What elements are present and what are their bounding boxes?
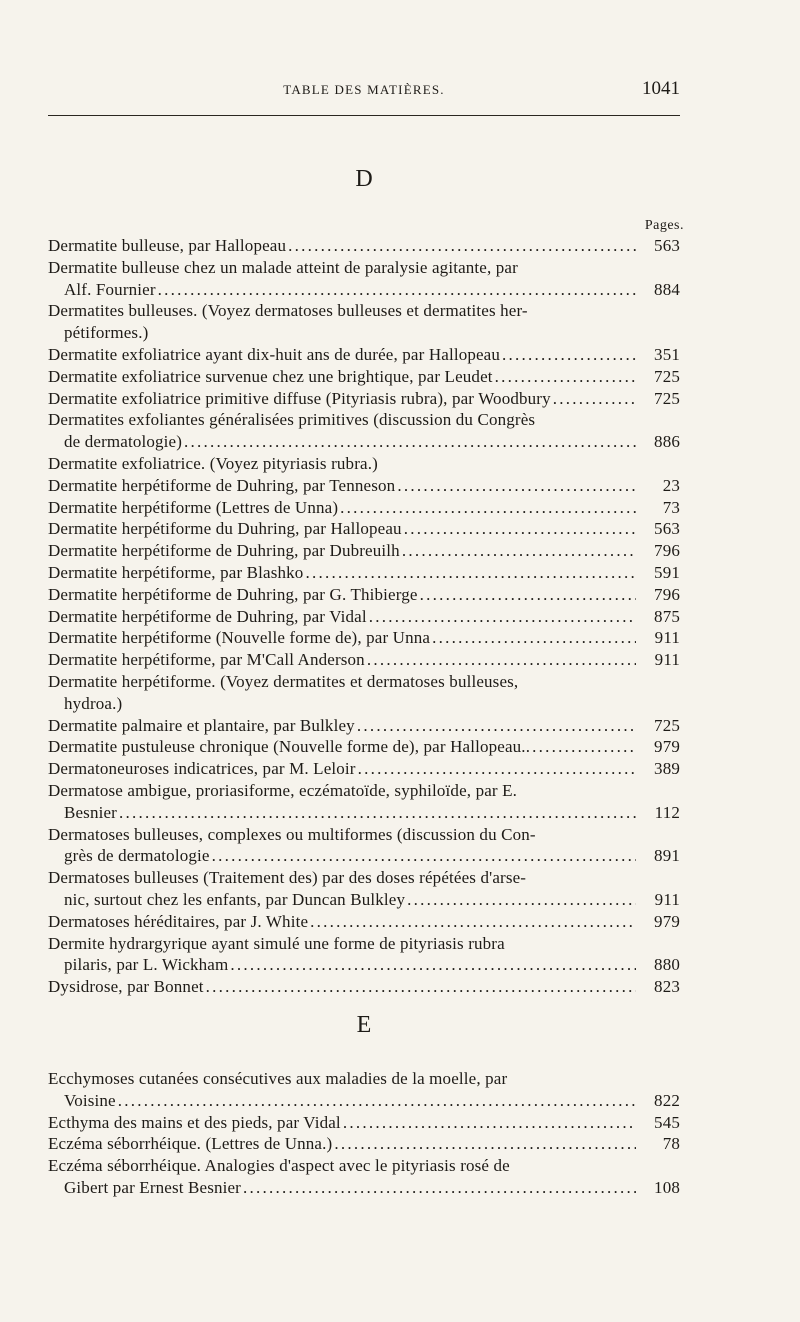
entry-text: Dermatite exfoliatrice. (Voyez pityriasis rubra.)	[48, 453, 378, 473]
entry-text: Gibert par Ernest Besnier	[64, 1177, 241, 1197]
dot-leader	[420, 584, 636, 606]
dot-leader	[184, 431, 636, 453]
entry-title-line	[48, 758, 680, 780]
entry-continuation-line	[48, 802, 680, 824]
entry-title-line	[48, 344, 680, 366]
page-number: 1041	[642, 78, 680, 99]
entry-text: Dermatite exfoliatrice primitive diffuse (Pityriasis rubra), par Woodbury	[48, 388, 551, 408]
index-entry	[48, 780, 680, 824]
entry-text: Dermatites bulleuses. (Voyez dermatoses bulleuses et dermatites her-	[48, 301, 528, 321]
dot-leader	[407, 889, 636, 911]
index-entry	[48, 453, 680, 475]
entry-title-line	[48, 933, 680, 955]
entry-text: Ecthyma des mains et des pieds, par Vidal	[48, 1112, 341, 1132]
entry-title-line	[48, 409, 680, 431]
entry-title-line	[48, 518, 680, 540]
dot-leader	[397, 475, 636, 497]
dot-leader	[230, 954, 636, 976]
entry-text: Dermatites exfoliantes généralisées primitives (discussion du Congrès	[48, 410, 536, 430]
index-entry	[48, 758, 680, 780]
entry-text: pilaris, par L. Wickham	[64, 955, 229, 975]
entry-text: Dermatite herpétiforme de Duhring, par Vidal	[48, 606, 367, 626]
dot-leader	[305, 562, 636, 584]
entry-text: Dermatite herpétiforme de Duhring, par Tenneson	[48, 475, 396, 495]
running-head	[48, 80, 680, 100]
entry-text: Dermatite herpétiforme de Duhring, par G. Thibierge	[48, 584, 418, 604]
entry-text: Eczéma séborrhéique. Analogies d'aspect avec le pityriasis rosé de	[48, 1156, 510, 1176]
entry-title-line	[48, 257, 680, 279]
entry-text: Ecchymoses cutanées consécutives aux maladies de la moelle, par	[48, 1069, 508, 1088]
entry-text: Dermatite herpétiforme (Lettres de Unna)	[48, 497, 339, 517]
entry-text: Dermatite herpétiforme de Duhring, par Dubreuilh	[48, 541, 400, 561]
entry-text: de dermatologie)	[64, 432, 183, 452]
entry-page-number: 563	[654, 519, 680, 539]
entry-page-number: 880	[654, 955, 680, 975]
entry-continuation-line	[48, 693, 680, 715]
entry-text: Dysidrose, par Bonnet	[48, 977, 204, 997]
index-entry	[48, 1068, 680, 1112]
dot-leader	[119, 802, 636, 824]
entry-text: Dermatite bulleuse, par Hallopeau	[48, 236, 287, 255]
entry-text: Dermatite herpétiforme (Nouvelle forme de), par Unna	[48, 628, 431, 648]
entry-title-line	[48, 627, 680, 649]
index-entry	[48, 497, 680, 519]
entry-text: Dermatite herpétiforme, par M'Call Anderson	[48, 650, 365, 670]
entry-continuation-line	[48, 1090, 680, 1112]
index-entry	[48, 671, 680, 715]
index-entry	[48, 300, 680, 344]
entry-page-number: 591	[654, 562, 680, 582]
entry-text: Eczéma séborrhéique. (Lettres de Unna.)	[48, 1134, 333, 1154]
entry-title-line	[48, 671, 680, 693]
index-entry	[48, 518, 680, 540]
entry-page-number: 979	[654, 737, 680, 757]
index-entry	[48, 976, 680, 998]
entry-text: Dermite hydrargyrique ayant simulé une forme de pityriasis rubra	[48, 933, 505, 953]
entry-text: Dermatite bulleuse chez un malade atteint de paralysie agitante, par	[48, 257, 518, 277]
index-entry	[48, 475, 680, 497]
pages-column-label: Pages.	[644, 218, 684, 233]
entry-page-number: 108	[654, 1177, 680, 1197]
entry-page-number: 886	[654, 432, 680, 452]
entry-page-number: 23	[662, 475, 680, 495]
entry-page-number: 563	[654, 236, 680, 255]
entry-title-line	[48, 235, 680, 257]
index-entry	[48, 235, 680, 257]
entry-text: grès de dermatologie	[64, 846, 210, 866]
entry-title-line	[48, 867, 680, 889]
entry-text: Dermatite pustuleuse chronique (Nouvelle forme de), par Hallopeau..	[48, 737, 531, 757]
entry-page-number: 875	[654, 606, 680, 626]
entry-text: Dermatite exfoliatrice ayant dix-huit ans de durée, par Hallopeau	[48, 344, 501, 364]
dot-leader	[118, 1090, 636, 1112]
entry-title-line	[48, 366, 680, 388]
entry-title-line	[48, 715, 680, 737]
entry-continuation-line	[48, 889, 680, 911]
entry-title-line	[48, 1155, 680, 1177]
entry-page-number: 796	[654, 541, 680, 561]
index-entry	[48, 366, 680, 388]
entry-page-number: 911	[654, 650, 680, 670]
entry-title-line	[48, 911, 680, 933]
entry-page-number: 73	[662, 497, 680, 517]
index-entry	[48, 388, 680, 410]
entry-page-number: 823	[654, 977, 680, 997]
entry-page-number: 979	[654, 911, 680, 931]
dot-leader	[343, 1112, 636, 1134]
entry-text: pétiformes.)	[64, 323, 149, 343]
entry-page-number: 725	[654, 715, 680, 735]
index-entry	[48, 562, 680, 584]
index-entry	[48, 257, 680, 301]
entry-title-line	[48, 1068, 680, 1090]
entry-text: Dermatite herpétiforme du Duhring, par Hallopeau	[48, 519, 402, 539]
entry-text: Dermatoses bulleuses (Traitement des) par des doses répétées d'arse-	[48, 868, 527, 888]
index-entry	[48, 1133, 680, 1155]
entry-text: hydroa.)	[64, 693, 123, 713]
dot-leader	[357, 715, 636, 737]
entry-title-line	[48, 453, 680, 475]
index-entry	[48, 736, 680, 758]
entry-page-number: 796	[654, 584, 680, 604]
dot-leader	[310, 911, 636, 933]
entry-text: nic, surtout chez les enfants, par Duncan Bulkley	[64, 889, 406, 909]
section-letter-d: D	[355, 166, 373, 192]
entry-text: Dermatoneuroses indicatrices, par M. Leloir	[48, 759, 356, 779]
index-entries-e	[48, 1068, 680, 1199]
entry-page-number: 389	[654, 759, 680, 779]
dot-leader	[367, 649, 636, 671]
index-entry	[48, 933, 680, 977]
index-entry	[48, 824, 680, 868]
entry-continuation-line	[48, 279, 680, 301]
index-entry	[48, 606, 680, 628]
entry-page-number: 822	[654, 1090, 680, 1110]
entry-title-line	[48, 1112, 680, 1134]
entry-title-line	[48, 584, 680, 606]
entry-continuation-line	[48, 845, 680, 867]
entry-text: Voisine	[64, 1090, 116, 1110]
entry-text: Besnier	[64, 802, 117, 822]
entry-page-number: 725	[654, 366, 680, 386]
dot-leader	[206, 976, 636, 998]
entry-page-number: 884	[654, 279, 680, 299]
entry-title-line	[48, 300, 680, 322]
entry-continuation-line	[48, 1177, 680, 1199]
dot-leader	[212, 845, 636, 867]
dot-leader	[288, 235, 636, 257]
entry-title-line	[48, 388, 680, 410]
entry-title-line	[48, 497, 680, 519]
entry-page-number: 725	[654, 388, 680, 408]
entry-title-line	[48, 540, 680, 562]
entry-title-line	[48, 649, 680, 671]
header-rule	[48, 115, 680, 116]
entry-text: Dermatoses héréditaires, par J. White	[48, 911, 309, 931]
dot-leader	[334, 1133, 636, 1155]
dot-leader	[532, 736, 636, 758]
index-entry	[48, 584, 680, 606]
dot-leader	[432, 627, 636, 649]
index-entry	[48, 1112, 680, 1134]
dot-leader	[495, 366, 636, 388]
dot-leader	[402, 540, 636, 562]
entry-continuation-line	[48, 322, 680, 344]
dot-leader	[404, 518, 636, 540]
index-entry	[48, 867, 680, 911]
entry-title-line	[48, 562, 680, 584]
dot-leader	[369, 606, 636, 628]
dot-leader	[502, 344, 636, 366]
running-title: TABLE DES MATIÈRES.	[283, 82, 445, 97]
index-entry	[48, 409, 680, 453]
entry-page-number: 891	[654, 846, 680, 866]
dot-leader	[158, 279, 636, 301]
entry-title-line	[48, 1133, 680, 1155]
entry-page-number: 911	[654, 889, 680, 909]
entry-text: Dermatoses bulleuses, complexes ou multiformes (discussion du Con-	[48, 824, 536, 844]
section-letter-e: E	[356, 1012, 372, 1038]
dot-leader	[553, 388, 636, 410]
dot-leader	[358, 758, 636, 780]
entry-title-line	[48, 475, 680, 497]
entry-title-line	[48, 606, 680, 628]
entry-text: Dermatite exfoliatrice survenue chez une brightique, par Leudet	[48, 366, 493, 386]
index-entry	[48, 715, 680, 737]
entry-text: Alf. Fournier	[64, 279, 156, 299]
entry-title-line	[48, 976, 680, 998]
entry-text: Dermatite herpétiforme. (Voyez dermatites et dermatoses bulleuses,	[48, 671, 519, 691]
entry-text: Dermatite herpétiforme, par Blashko	[48, 562, 304, 582]
index-entries-d	[48, 235, 680, 998]
entry-title-line	[48, 824, 680, 846]
entry-page-number: 78	[662, 1134, 680, 1154]
index-entry	[48, 911, 680, 933]
entry-continuation-line	[48, 954, 680, 976]
entry-page-number: 911	[654, 628, 680, 648]
entry-text: Dermatose ambigue, proriasiforme, eczématoïde, syphiloïde, par E.	[48, 780, 518, 800]
index-entry	[48, 627, 680, 649]
index-entry	[48, 1155, 680, 1199]
dot-leader	[340, 497, 636, 519]
index-entry	[48, 540, 680, 562]
entry-page-number: 545	[654, 1112, 680, 1132]
entry-page-number: 112	[654, 802, 680, 822]
entry-title-line	[48, 780, 680, 802]
entry-title-line	[48, 736, 680, 758]
entry-text: Dermatite palmaire et plantaire, par Bulkley	[48, 715, 355, 735]
entry-page-number: 351	[654, 344, 680, 364]
index-entry	[48, 344, 680, 366]
index-entry	[48, 649, 680, 671]
dot-leader	[243, 1177, 636, 1199]
entry-continuation-line	[48, 431, 680, 453]
